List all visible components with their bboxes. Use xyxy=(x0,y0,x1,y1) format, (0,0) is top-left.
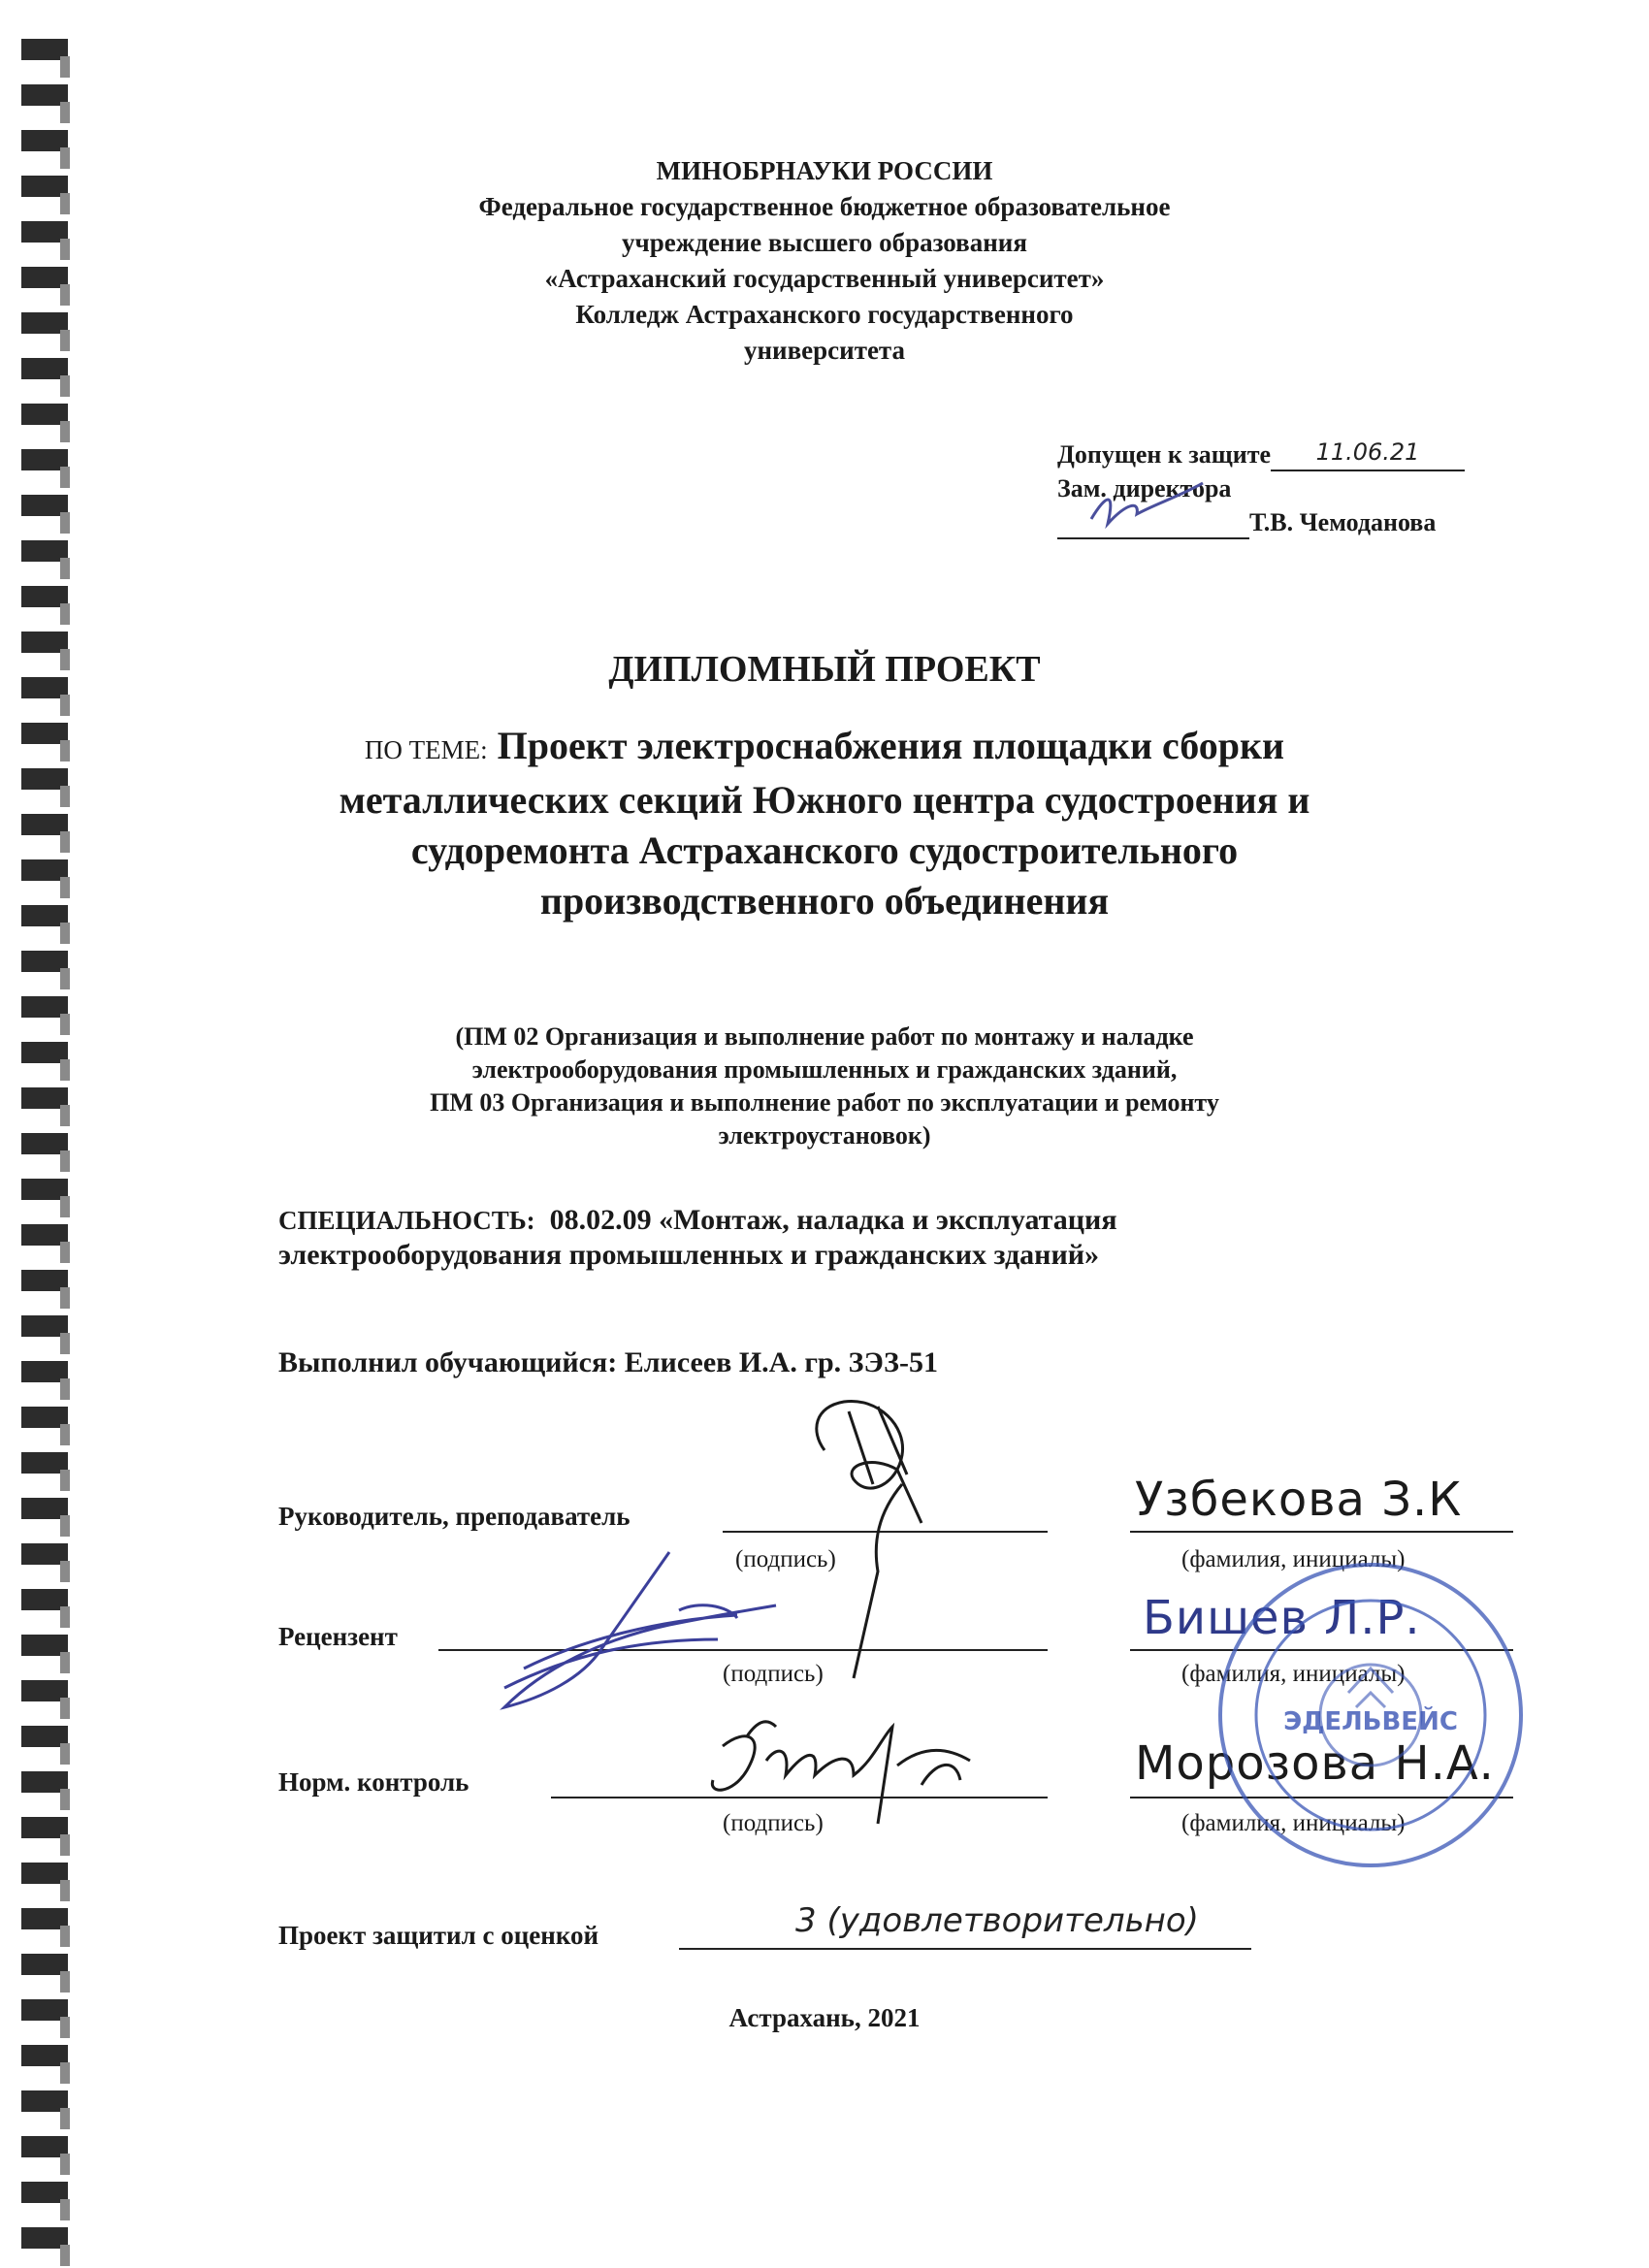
deputy-label: Зам. директора xyxy=(1057,474,1232,502)
college-line-2: университета xyxy=(743,336,906,365)
specialty-label: СПЕЦИАЛЬНОСТЬ: xyxy=(278,1206,535,1235)
norm-control-signature xyxy=(712,1722,970,1824)
topic-prefix: ПО ТЕМЕ: xyxy=(364,735,488,764)
norm-name: Морозова Н.А. xyxy=(1135,1736,1495,1791)
admitted-date: 11.06.21 xyxy=(1315,438,1420,466)
ministry-name: МИНОБРНАУКИ РОССИИ xyxy=(656,156,993,185)
reviewer-name: Бишев Л.Р. xyxy=(1143,1591,1421,1645)
admitted-label: Допущен к защите xyxy=(1057,440,1272,469)
deputy-signature xyxy=(1091,483,1203,524)
institution-line-2: учреждение высшего образования xyxy=(622,228,1027,257)
performed-by: Выполнил обучающийся: Елисеев И.А. гр. ЗЭЗ-51 xyxy=(278,1346,939,1378)
supervisor-label: Руководитель, преподаватель xyxy=(278,1502,630,1531)
document-title: ДИПЛОМНЫЙ ПРОЕКТ xyxy=(608,649,1041,690)
specialty-line-1: 08.02.09 «Монтаж, наладка и эксплуатация xyxy=(549,1204,1117,1236)
norm-control-label: Норм. контроль xyxy=(278,1767,469,1797)
reviewer-label: Рецензент xyxy=(278,1622,398,1651)
reviewer-name-caption: (фамилия, инициалы) xyxy=(1181,1661,1406,1687)
supervisor-name: Узбекова З.К xyxy=(1135,1473,1463,1527)
norm-signature-caption: (подпись) xyxy=(723,1810,824,1836)
stamp-text: ЭДЕЛЬВЕЙС xyxy=(1283,1707,1458,1736)
supervisor-name-caption: (фамилия, инициалы) xyxy=(1181,1546,1406,1572)
supervisor-signature-caption: (подпись) xyxy=(735,1546,836,1572)
topic-text: Проект электроснабжения площадки сборки металлических секций Южного центра судостроения и судоремонта Астраханского судостроительного производственного объединения xyxy=(339,724,1310,923)
university-name: «Астраханский государственный университет» xyxy=(544,264,1105,293)
modules-line-4: электроустановок) xyxy=(718,1121,931,1150)
organization-stamp xyxy=(1220,1565,1521,1865)
norm-name-caption: (фамилия, инициалы) xyxy=(1181,1810,1406,1836)
reviewer-signature xyxy=(504,1552,776,1707)
institution-line-1: Федеральное государственное бюджетное образовательное xyxy=(478,192,1171,221)
reviewer-signature-caption: (подпись) xyxy=(723,1661,824,1687)
grade-label: Проект защитил с оценкой xyxy=(278,1921,599,1950)
modules-line-3: ПМ 03 Организация и выполнение работ по эксплуатации и ремонту xyxy=(430,1088,1219,1117)
grade-value: 3 (удовлетворительно) xyxy=(795,1901,1199,1940)
modules-line-1: (ПМ 02 Организация и выполнение работ по монтажу и наладке xyxy=(455,1022,1194,1051)
supervisor-signature xyxy=(817,1401,922,1678)
specialty-line-2: электрооборудования промышленных и гражданских зданий» xyxy=(278,1239,1100,1271)
modules-line-2: электрооборудования промышленных и гражданских зданий, xyxy=(471,1055,1178,1084)
city-year: Астрахань, 2021 xyxy=(728,2003,921,2032)
deputy-name: Т.В. Чемоданова xyxy=(1249,508,1437,536)
college-line-1: Колледж Астраханского государственного xyxy=(575,300,1074,329)
